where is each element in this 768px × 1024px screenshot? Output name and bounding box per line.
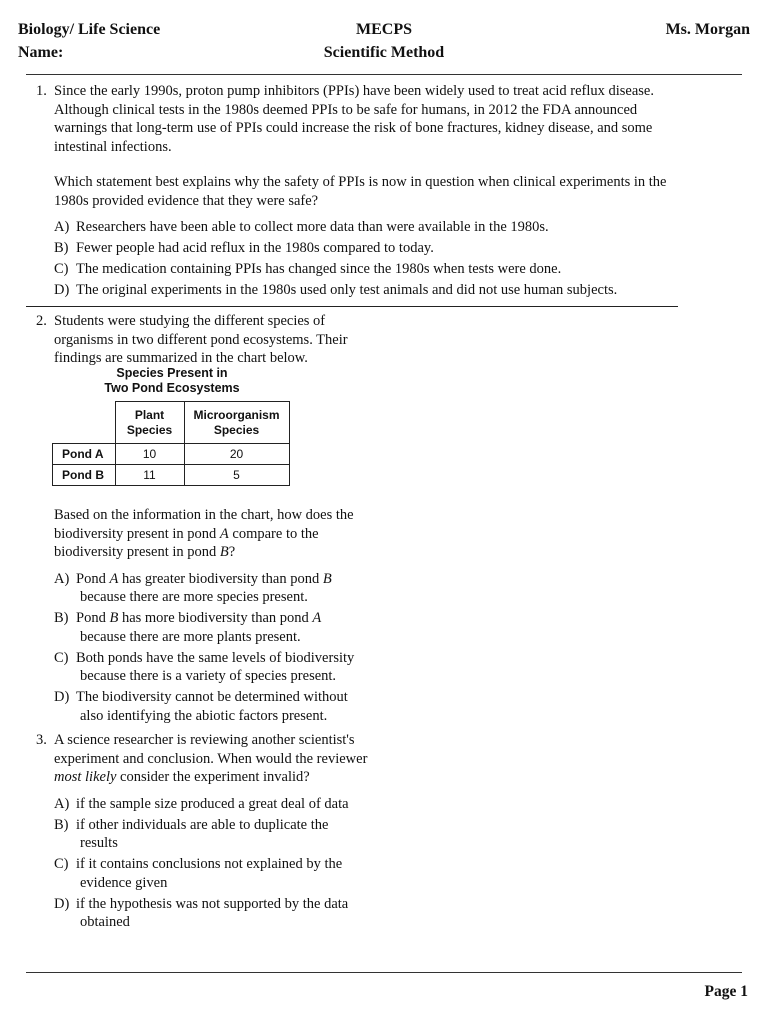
- column-header-microorganism: Microorganism Species: [184, 402, 289, 444]
- question-2-intro: 2. Students were studying the different species of organisms in two different pond ecosystems. Their findings are summarized in the chart below.: [36, 313, 348, 366]
- footer-divider: [26, 972, 742, 973]
- answer-choice-a[interactable]: A) Pond A has greater biodiversity than pond B because there are more species present.: [54, 570, 332, 605]
- table-row: Pond B 11 5: [53, 465, 290, 486]
- table-row: Pond A 10 20: [53, 444, 290, 465]
- course-title: Biology/ Life Science: [18, 21, 161, 38]
- answer-choice-b[interactable]: B) Pond B has more biodiversity than pond A because there are more plants present.: [54, 610, 322, 645]
- header-divider: [26, 74, 742, 75]
- chart-title: Species Present in Two Pond Ecosystems: [104, 366, 240, 395]
- answer-choice-c[interactable]: C) Both ponds have the same levels of biodiversity because there is a variety of species present.: [54, 649, 355, 684]
- answer-choices: [54, 218, 676, 300]
- answer-choice-a[interactable]: A) if the sample size produced a great deal of data: [54, 795, 349, 812]
- answer-choice-c[interactable]: C) The medication containing PPIs has changed since the 1980s when tests were done.: [54, 261, 562, 277]
- page-number: Page 1: [704, 983, 748, 1000]
- question-passage: Since the early 1990s, proton pump inhibitors (PPIs) have been widely used to treat acid reflux disease. Although clinical tests in the 1980s deemed PPIs to be safe for humans, in 2012 the FDA announced warnings that long-term use of PPIs could increase the risk of bone fractures, kidney disease, and some intestinal infections.: [54, 83, 654, 155]
- answer-choice-d[interactable]: D) if the hypothesis was not supported by the data obtained: [54, 895, 349, 930]
- question-2-prompt: Based on the information in the chart, how does the biodiversity present in pond A compare to the biodiversity present in pond B? A) Pond A has greater biodiversity than pond B because there are more species present. B) Pond B has more biodiversity than pond A because there are more plants present. C) Both ponds have the same levels of biodiversity because there is a variety of species present. D) The biodiversity cannot be determined without also identifying the abiotic factors present.: [36, 506, 386, 728]
- answer-choice-d[interactable]: D) The biodiversity cannot be determined without also identifying the abiotic factors present.: [54, 689, 348, 724]
- question-number: 2.: [36, 313, 47, 329]
- answer-choice-b[interactable]: B) if other individuals are able to duplicate the results: [54, 816, 329, 851]
- question-prompt: Which statement best explains why the safety of PPIs is now in question when clinical experiments in the 1980s provided evidence that they were safe?: [54, 174, 667, 209]
- answer-choice-d[interactable]: D) The original experiments in the 1980s used only test animals and did not use human subjects.: [54, 282, 618, 298]
- topic-title: Scientific Method: [323, 44, 445, 61]
- answer-choice-a[interactable]: A) Researchers have been able to collect more data than were available in the 1980s.: [54, 219, 549, 235]
- question-number: 1.: [36, 83, 47, 99]
- school-name: MECPS: [356, 21, 412, 38]
- page-header: [18, 18, 750, 64]
- teacher-name: Ms. Morgan: [665, 21, 750, 38]
- answer-choices: [54, 795, 396, 932]
- species-table: [52, 401, 290, 486]
- question-divider: [26, 306, 678, 307]
- question-3: 3. A science researcher is reviewing another scientist's experiment and conclusion. When would the reviewer most likely consider the experiment invalid? A) if the sample size produced a great deal of data B) if other individuals are able to duplicate the results C) if it contains conclusions not explained by the evidence given D) if the hypothesis was not supported by the data obtained: [36, 731, 396, 934]
- name-label: Name:: [18, 44, 64, 61]
- answer-choice-b[interactable]: B) Fewer people had acid reflux in the 1980s compared to today.: [54, 240, 434, 256]
- column-header-plant: Plant Species: [115, 402, 184, 444]
- header-center: [18, 18, 750, 64]
- answer-choices: [54, 570, 386, 726]
- question-1: [36, 82, 676, 302]
- question-number: 3.: [36, 732, 47, 748]
- answer-choice-c[interactable]: C) if it contains conclusions not explained by the evidence given: [54, 856, 343, 891]
